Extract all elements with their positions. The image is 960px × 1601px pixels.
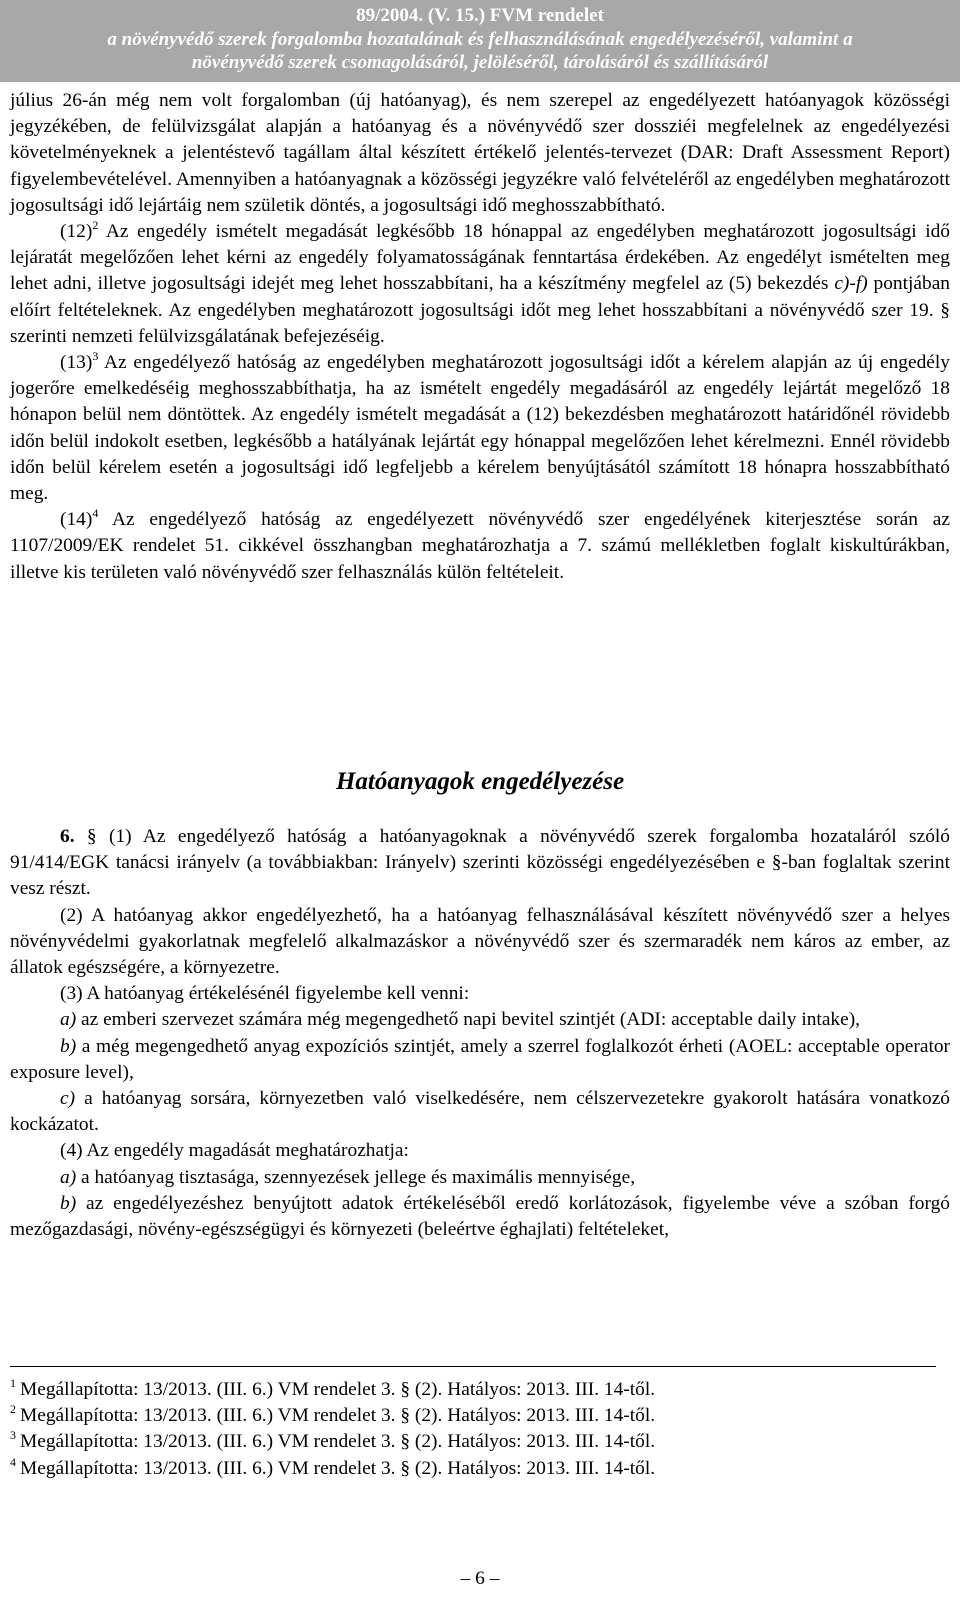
paragraph-text: Az engedély ismételt megadását legkésőbb 18 hónappal az engedélyben meghatározott jogosultsági idő lejáratát megelőzően lehet kérni az engedély folyamatosságának fenntartása érdekében. Az engedélyt ismételten meg lehet adni, illetve jogosultsági idejét meg lehet hosszabbítani, ha a készítmény megfelel az (5) bekezdés bbox=[10, 221, 950, 295]
list-item-3b bbox=[10, 1034, 950, 1086]
header-title: 89/2004. (V. 15.) FVM rendelet bbox=[356, 5, 604, 26]
list-item-4a bbox=[10, 1165, 950, 1191]
list-label: a) bbox=[60, 1009, 77, 1031]
list-item-3a bbox=[10, 1007, 950, 1033]
list-item-3c bbox=[10, 1086, 950, 1138]
paragraph-6-1 bbox=[10, 824, 950, 903]
body-text-upper bbox=[10, 88, 950, 586]
footnote-number: 4 bbox=[10, 1454, 16, 1469]
footnote-text: Megállapította: 13/2013. (III. 6.) VM rendelet 3. § (2). Hatályos: 2013. III. 14-től. bbox=[20, 1457, 656, 1479]
paragraph-6-3: (3) A hatóanyag értékelésénél figyelembe kell venni: bbox=[60, 983, 470, 1005]
paragraph-13 bbox=[10, 350, 950, 507]
footnote bbox=[10, 1429, 940, 1455]
list-text: az engedélyezéshez benyújtott adatok értékeléséből eredő korlátozások, figyelembe véve a szóban forgó mezőgazdasági, növény-egészségügyi és környezeti (beleértve éghajlati) feltételeket, bbox=[10, 1192, 950, 1241]
footnote-ref: 4 bbox=[92, 506, 99, 521]
page-header bbox=[0, 0, 960, 82]
list-label: a) bbox=[60, 1166, 77, 1188]
list-label: b) bbox=[60, 1192, 77, 1214]
paragraph-text: § (1) Az engedélyező hatóság a hatóanyagoknak a növényvédő szerek forgalomba hozataláról szóló 91/414/EGK tanácsi irányelv (a továbbiakban: Irányelv) szerinti közösségi engedélyezésében e §-ban foglaltak szerint vesz részt. bbox=[10, 826, 950, 900]
paragraph-12 bbox=[10, 219, 950, 350]
footnote-divider bbox=[10, 1366, 936, 1367]
list-label: b) bbox=[60, 1035, 77, 1057]
paragraph-number: (14) bbox=[60, 509, 93, 531]
paragraph-text: pontjában előírt feltételeknek. Az engedélyben meghatározott jogosultsági időt meg lehet hosszabbítani a növényvédő szer 19. § szerinti nemzeti felülvizsgálatának befejezéséig. bbox=[10, 273, 951, 347]
footnote-number: 3 bbox=[10, 1428, 16, 1443]
footnote-text: Megállapította: 13/2013. (III. 6.) VM rendelet 3. § (2). Hatályos: 2013. III. 14-től. bbox=[20, 1431, 656, 1453]
paragraph-continued: július 26-án még nem volt forgalomban (új hatóanyag), és nem szerepel az engedélyezett hatóanyagok közösségi jegyzékében, de felülvizsgálat alapján a hatóanyag és a növényvédő szer dossziéi megfelelnek az engedélyezési követelményeknek a jelentéstevő tagállam által készített értékelő jelentés-tervezet (DAR: Draft Assessment Report) figyelembevételével. Amennyiben a hatóanyagnak a közösségi jegyzékre való felvételéről az engedélyben meghatározott jogosultsági idő lejártáig nem születik döntés, a jogosultsági idő meghosszabbítható. bbox=[10, 90, 950, 216]
paragraph-14 bbox=[10, 507, 950, 586]
footnote bbox=[10, 1456, 940, 1482]
footnote-number: 2 bbox=[10, 1402, 16, 1417]
header-subtitle-line1: a növényvédő szerek forgalomba hozatalának és felhasználásának engedélyezéséről, valamint a bbox=[107, 28, 853, 50]
section-title: Hatóanyagok engedélyezése bbox=[335, 768, 625, 795]
header-subtitle-line2: növényvédő szerek csomagolásáról, jelöléséről, tárolásáról és szállításáról bbox=[191, 52, 769, 73]
footnote-text: Megállapította: 13/2013. (III. 6.) VM rendelet 3. § (2). Hatályos: 2013. III. 14-től. bbox=[20, 1379, 656, 1400]
list-text: a hatóanyag tisztasága, szennyezések jellege és maximális mennyisége, bbox=[76, 1166, 636, 1188]
footnote-ref: 3 bbox=[92, 349, 99, 364]
paragraph-number: (12) bbox=[60, 221, 93, 243]
paragraph-text: Az engedélyező hatóság az engedélyben meghatározott jogosultsági időt a kérelem alapján az új engedély jogerőre emelkedéséig meghosszabbíthatja, ha az ismételt engedély megadásáról az engedély lejártát megelőző 18 hónapon belül nem döntöttek. Az engedély ismételt megadását a (12) bekezdésben meghatározott határidőnél rövidebb időn belül indokolt esetben, legkésőbb a hatályának lejártát egy hónappal megelőzően lehet kérelmezni. Ennél rövidebb időn belül kérelem esetén a jogosultsági idő legfeljebb a kérelem benyújtásától számított 18 hónapra hosszabbítható meg. bbox=[10, 352, 950, 505]
list-text: a még megengedhető anyag expozíciós szintjét, amely a szerrel foglalkozót érheti (AOEL: acceptable operator exposure level), bbox=[10, 1035, 950, 1083]
footnotes bbox=[10, 1377, 940, 1482]
list-text: a hatóanyag sorsára, környezetben való viselkedésére, nem célszervezetekre gyakorolt hatására vonatkozó kockázatot. bbox=[10, 1088, 950, 1136]
list-item-4b bbox=[10, 1191, 950, 1243]
paragraph-6-4: (4) Az engedély magadását meghatározhatja: bbox=[60, 1140, 409, 1162]
list-text: az emberi szervezet számára még megengedhető napi bevitel szintjét (ADI: acceptable daily intake), bbox=[76, 1009, 861, 1031]
footnote-text: Megállapította: 13/2013. (III. 6.) VM rendelet 3. § (2). Hatályos: 2013. III. 14-től. bbox=[20, 1405, 656, 1427]
footnote bbox=[10, 1403, 940, 1429]
footnote-ref: 2 bbox=[92, 218, 99, 233]
footnote-number: 1 bbox=[10, 1376, 16, 1390]
paragraph-text: Az engedélyező hatóság az engedélyezett növényvédő szer engedélyének kiterjesztése során az 1107/2009/EK rendelet 51. cikkével összhangban meghatározhatja a 7. számú mellékletben foglalt kiskultúrákban, illetve kis területen való növényvédő szer felhasználás külön feltételeit. bbox=[10, 509, 950, 583]
paragraph-italic: c)-f) bbox=[834, 273, 868, 295]
section-number: 6. bbox=[60, 826, 75, 847]
footnote bbox=[10, 1377, 940, 1403]
paragraph-number: (13) bbox=[60, 352, 93, 374]
list-label: c) bbox=[60, 1088, 76, 1110]
paragraph-6-2: (2) A hatóanyag akkor engedélyezhető, ha a hatóanyag felhasználásával készített növényvédő szer a helyes növényvédelmi gyakorlatnak megfelelő alkalmazáskor a növényvédő szer és szermaradék nem káros az ember, az állatok egészségére, a környezetre. bbox=[10, 904, 950, 979]
body-text-section6 bbox=[10, 824, 950, 1243]
page-number: – 6 – bbox=[460, 1568, 500, 1589]
